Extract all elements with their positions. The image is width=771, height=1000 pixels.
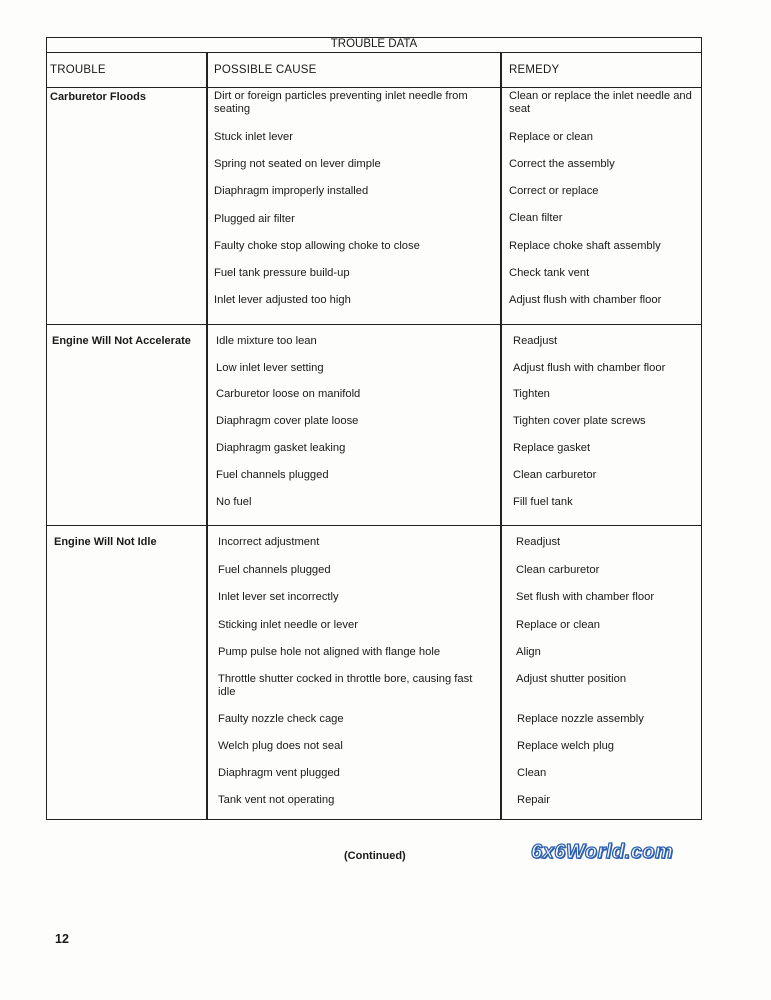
cause-cell: Idle mixture too lean xyxy=(216,335,317,347)
cause-cell: Faulty choke stop allowing choke to close xyxy=(214,240,420,252)
remedy-cell: Clean xyxy=(517,767,547,779)
cause-cell: Spring not seated on lever dimple xyxy=(214,158,381,170)
remedy-cell: Replace choke shaft assembly xyxy=(509,240,661,252)
cause-cell: Throttle shutter cocked in throttle bore, causing fast idle xyxy=(218,673,473,698)
cause-cell: Fuel channels plugged xyxy=(216,469,329,481)
remedy-cell: Repair xyxy=(517,794,550,806)
watermark-logo: 6x6World.com xyxy=(531,841,674,863)
page-number: 12 xyxy=(55,932,69,946)
section-engine-will-not-accelerate xyxy=(46,325,702,526)
remedy-cell: Clean carburetor xyxy=(513,469,597,481)
remedy-cell: Align xyxy=(516,646,541,658)
cause-cell: Diaphragm improperly installed xyxy=(214,185,369,197)
cause-cell: No fuel xyxy=(216,496,252,508)
remedy-cell: Tighten xyxy=(513,388,550,400)
remedy-cell: Clean filter xyxy=(509,212,563,224)
remedy-cell: Tighten cover plate screws xyxy=(513,415,646,427)
header-remedy: REMEDY xyxy=(509,64,560,76)
cause-cell: Inlet lever set incorrectly xyxy=(218,591,339,603)
section-carburetor-floods xyxy=(46,88,702,325)
remedy-cell: Adjust shutter position xyxy=(516,673,627,685)
cause-cell: Plugged air filter xyxy=(214,213,295,225)
remedy-cell: Replace or clean xyxy=(516,619,600,631)
remedy-cell: Clean carburetor xyxy=(516,564,600,576)
cause-cell: Fuel channels plugged xyxy=(218,564,331,576)
table-title: TROUBLE DATA xyxy=(46,37,702,53)
cause-cell: Faulty nozzle check cage xyxy=(218,713,344,725)
section-engine-will-not-idle xyxy=(46,526,702,820)
cause-cell: Welch plug does not seal xyxy=(218,740,343,752)
remedy-cell: Clean or replace the inlet needle and seat xyxy=(509,90,692,115)
remedy-cell: Replace nozzle assembly xyxy=(517,713,644,725)
remedy-cell: Replace welch plug xyxy=(517,740,615,752)
cause-cell: Low inlet lever setting xyxy=(216,362,324,374)
header-trouble: TROUBLE xyxy=(50,64,106,76)
cause-cell: Tank vent not operating xyxy=(218,794,335,806)
trouble-label: Engine Will Not Idle xyxy=(54,536,157,548)
table-header-row xyxy=(46,53,702,88)
remedy-cell: Check tank vent xyxy=(509,267,590,279)
continued-label: (Continued) xyxy=(344,850,406,862)
cause-cell: Inlet lever adjusted too high xyxy=(214,294,351,306)
remedy-cell: Adjust flush with chamber floor xyxy=(509,294,662,306)
cause-cell: Incorrect adjustment xyxy=(218,536,320,548)
trouble-label: Carburetor Floods xyxy=(50,91,146,103)
remedy-cell: Replace or clean xyxy=(509,131,593,143)
remedy-cell: Replace gasket xyxy=(513,442,591,454)
remedy-cell: Readjust xyxy=(513,335,558,347)
cause-cell: Fuel tank pressure build-up xyxy=(214,267,350,279)
cause-cell: Sticking inlet needle or lever xyxy=(218,619,358,631)
remedy-cell: Fill fuel tank xyxy=(513,496,573,508)
cause-cell: Dirt or foreign particles preventing inlet needle from seating xyxy=(214,90,468,115)
trouble-label: Engine Will Not Accelerate xyxy=(52,335,191,347)
header-possible-cause: POSSIBLE CAUSE xyxy=(214,64,317,76)
cause-cell: Diaphragm gasket leaking xyxy=(216,442,346,454)
cause-cell: Stuck inlet lever xyxy=(214,131,293,143)
remedy-cell: Readjust xyxy=(516,536,561,548)
remedy-cell: Adjust flush with chamber floor xyxy=(513,362,666,374)
remedy-cell: Correct or replace xyxy=(509,185,599,197)
remedy-cell: Correct the assembly xyxy=(509,158,615,170)
trouble-data-table xyxy=(46,37,702,820)
cause-cell: Diaphragm cover plate loose xyxy=(216,415,359,427)
cause-cell: Carburetor loose on manifold xyxy=(216,388,361,400)
cause-cell: Diaphragm vent plugged xyxy=(218,767,340,779)
remedy-cell: Set flush with chamber floor xyxy=(516,591,655,603)
cause-cell: Pump pulse hole not aligned with flange hole xyxy=(218,646,441,658)
